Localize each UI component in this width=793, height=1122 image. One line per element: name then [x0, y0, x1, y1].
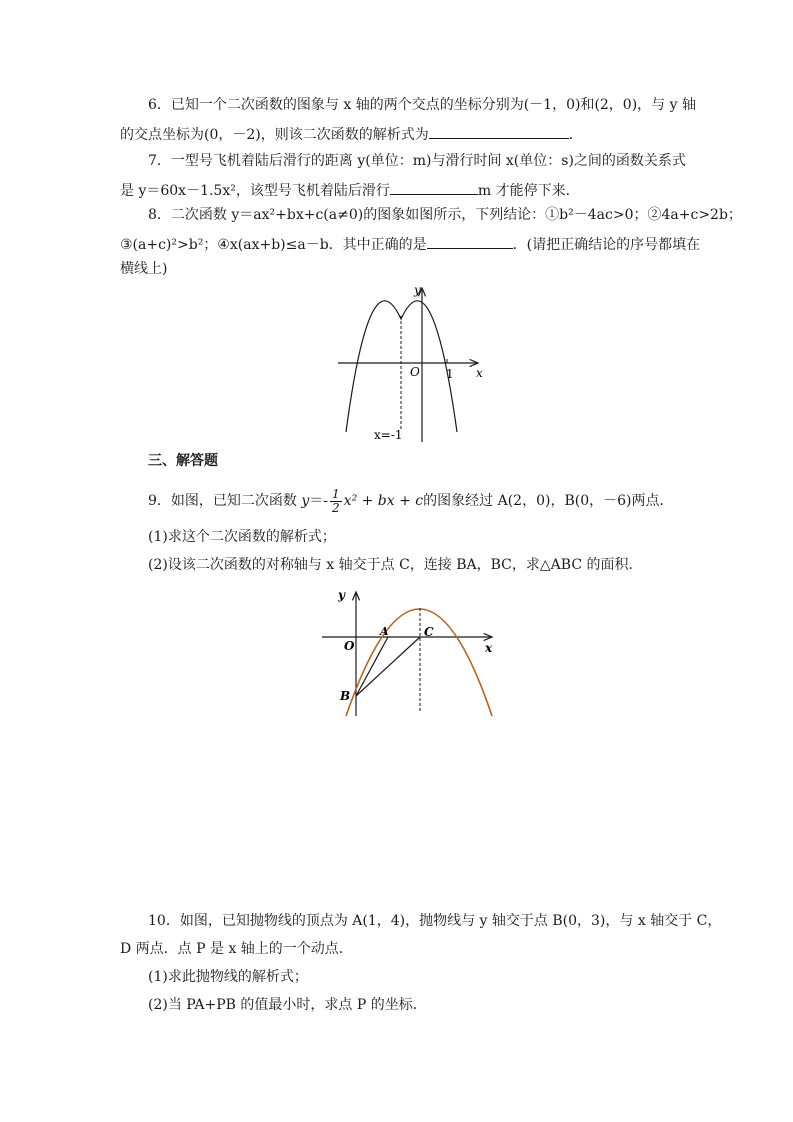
q9-x-label: x [485, 641, 493, 655]
q9-stem-pre: 9．如图，已知二次函数 [148, 493, 297, 509]
q9-frac-den: 2 [332, 500, 340, 515]
q8-origin-label: O [410, 365, 420, 379]
section3-title: 三、解答题 [148, 453, 218, 469]
q9-y-label: y [338, 588, 345, 602]
q9-expression: x² + bx + c [343, 493, 424, 509]
q8-line3: 横线上) [120, 261, 168, 277]
q9-stem [148, 486, 673, 516]
q8-answer-blank[interactable] [427, 234, 513, 249]
q9-parabola [346, 609, 492, 716]
q9-frac-num: 1 [332, 486, 340, 501]
q8-x-label: x [476, 366, 483, 380]
q7-answer-blank[interactable] [390, 180, 478, 195]
q9-fraction [330, 488, 342, 515]
q8-one-label: 1 [446, 367, 454, 381]
q9-b-label: B [340, 689, 351, 703]
q10-line1: 10．如图，已知抛物线的顶点为 A(1，4)，抛物线与 y 轴交于点 B(0，3)，与 x 轴交于 C， [148, 913, 722, 929]
q7-line2 [120, 180, 580, 200]
q8-line2-text: ③(a+c)²>b²；④x(ax+b)≤a－b．其中正确的是 [120, 237, 427, 253]
q10-sub1: (1)求此抛物线的解析式； [148, 969, 308, 985]
q9-segment-ba [356, 637, 388, 696]
q9-a-label: A [380, 625, 389, 638]
q8-figure [330, 282, 500, 447]
q6-line2-end: ． [568, 127, 583, 143]
q6-answer-blank[interactable] [429, 124, 569, 139]
q8-line2-end: ．(请把正确结论的序号都填在 [512, 237, 701, 253]
q6-line2-text: 的交点坐标为(0，－2)，则该二次函数的解析式为 [120, 127, 429, 143]
q8-y-label: y [414, 283, 421, 297]
q7-line2-text: 是 y＝60x－1.5x²，该型号飞机着陆后滑行 [120, 183, 390, 199]
q8-axis-label: x=-1 [374, 428, 403, 442]
q9-origin-label: O [344, 639, 355, 653]
q10-sub2: (2)当 PA+PB 的值最小时，求点 P 的坐标． [148, 997, 427, 1013]
q9-y-symbol: y [301, 493, 310, 509]
q9-sub1: (1)求这个二次函数的解析式； [148, 529, 336, 545]
q9-c-label: C [424, 625, 434, 639]
q10-line2: D 两点．点 P 是 x 轴上的一个动点． [120, 941, 353, 957]
q8-line1: 8．二次函数 y＝ax²+bx+c(a≠0)的图象如图所示，下列结论：①b²－4ac>0；②4a+c>2b； [148, 207, 742, 223]
q8-line2 [120, 234, 700, 254]
q9-eq-sign: ＝- [309, 493, 329, 509]
q9-sub2: (2)设该二次函数的对称轴与 x 轴交于点 C，连接 BA，BC，求△ABC 的面积． [148, 557, 643, 573]
q7-line1: 7．一型号飞机着陆后滑行的距离 y(单位：m)与滑行时间 x(单位：s)之间的函数关系式 [148, 153, 686, 169]
q9-stem-post: 的图象经过 A(2，0)，B(0，－6)两点． [423, 493, 674, 509]
q9-figure [318, 588, 503, 718]
q6-line1: 6．已知一个二次函数的图象与 x 轴的两个交点的坐标分别为(－1，0)和(2，0)，与 y 轴 [148, 97, 696, 113]
q6-line2 [120, 124, 583, 144]
q7-line2-end: m 才能停下来． [477, 183, 580, 199]
